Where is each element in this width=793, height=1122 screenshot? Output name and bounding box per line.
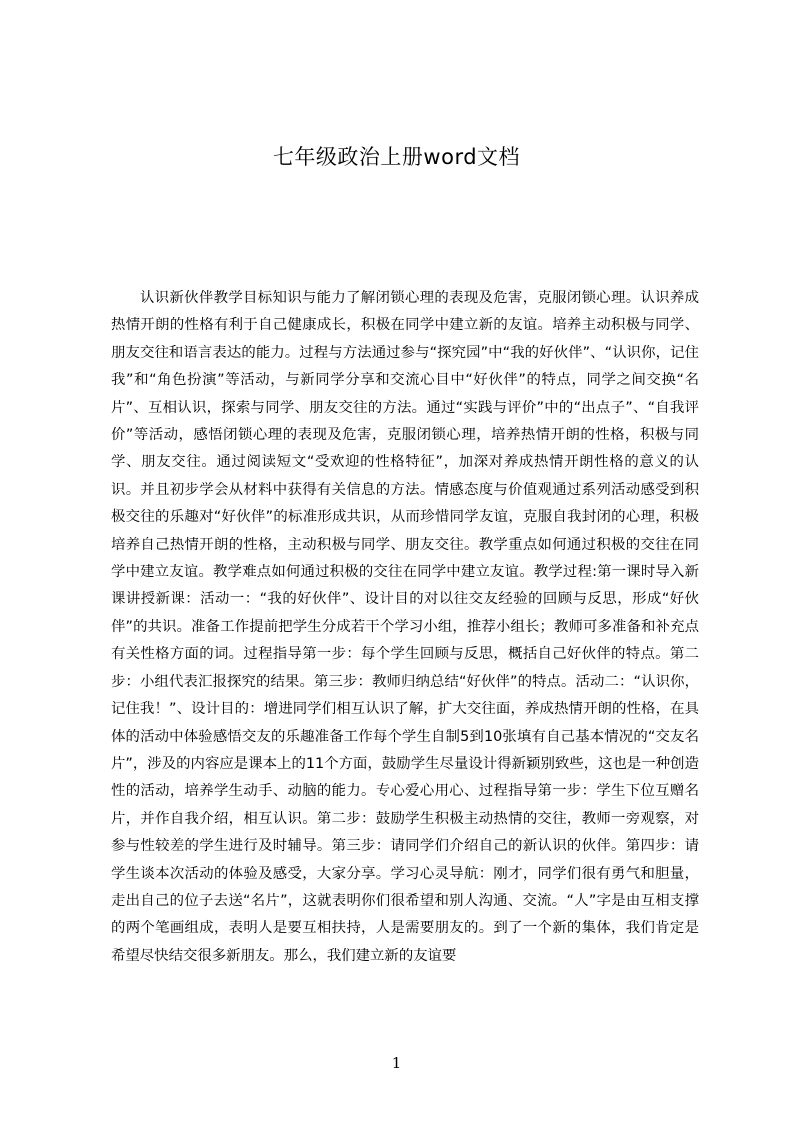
page-number: 1 — [391, 1054, 402, 1072]
document-title: 七年级政治上册word文档 — [272, 145, 521, 169]
document-body-paragraph: 认识新伙伴教学目标知识与能力了解闭锁心理的表现及危害，克服闭锁心理。认识养成热情开朗的性格有利于自己健康成长，积极在同学中建立新的友谊。培养主动积极与同学、朋友交往和语言表达的能力。过程与方法通过参与“探究园”中“我的好伙伴”、“认识你，记住我”和“角色扮演”等活动，与新同学分享和交流心目中“好伙伴”的特点，同学之间交换“名片”、互相认识，探索与同学、朋友交往的方法。通过“实践与评价”中的“出点子”、“自我评价”等活动，感悟闭锁心理的表现及危害，克服闭锁心理，培养热情开朗的性格，积极与同学、朋友交往。通过阅读短文“受欢迎的性格特征”，加深对养成热情开朗性格的意义的认识。并且初步学会从材料中获得有关信息的方法。情感态度与价值观通过系列活动感受到积极交往的乐趣对“好伙伴”的标准形成共识，从而珍惜同学友谊，克服自我封闭的心理，积极培养自己热情开朗的性格，主动积极与同学、朋友交往。教学重点如何通过积极的交往在同学中建立友谊。教学难点如何通过积极的交往在同学中建立友谊。教学过程:第一课时导入新课讲授新课：活动一：“我的好伙伴”、设计目的对以往交友经验的回顾与反思，形成“好伙伴”的共识。准备工作提前把学生分成若干个学习小组，推荐小组长；教师可多准备和补充点有关性格方面的词。过程指导第一步：每个学生回顾与反思，概括自己好伙伴的特点。第二步：小组代表汇报探究的结果。第三步：教师归纳总结“好伙伴”的特点。活动二：“认识你，记住我！”、设计目的：增进同学们相互认识了解，扩大交往面，养成热情开朗的性格，在具体的活动中体验感悟交友的乐趣准备工作每个学生自制5到10张填有自己基本情况的“交友名片”，涉及的内容应是课本上的11个方面，鼓励学生尽量设计得新颖别致些，这也是一种创造性的活动，培养学生动手、动脑的能力。专心爱心用心、过程指导第一步：学生下位互赠名片，并作自我介绍，相互认识。第二步：鼓励学生积极主动热情的交往，教师一旁观察，对参与性较差的学生进行及时辅导。第三步：请同学们介绍自己的新认识的伙伴。第四步：请学生谈本次活动的体验及感受，大家分享。学习心灵导航：刚才，同学们很有勇气和胆量，走出自己的位子去送“名片”，这就表明你们很希望和别人沟通、交流。“人”字是由互相支撑的两个笔画组成，表明人是要互相扶持，人是需要朋友的。到了一个新的集体，我们肯定是希望尽快结交很多新朋友。那么，我们建立新的友谊要 — [111, 290, 699, 964]
